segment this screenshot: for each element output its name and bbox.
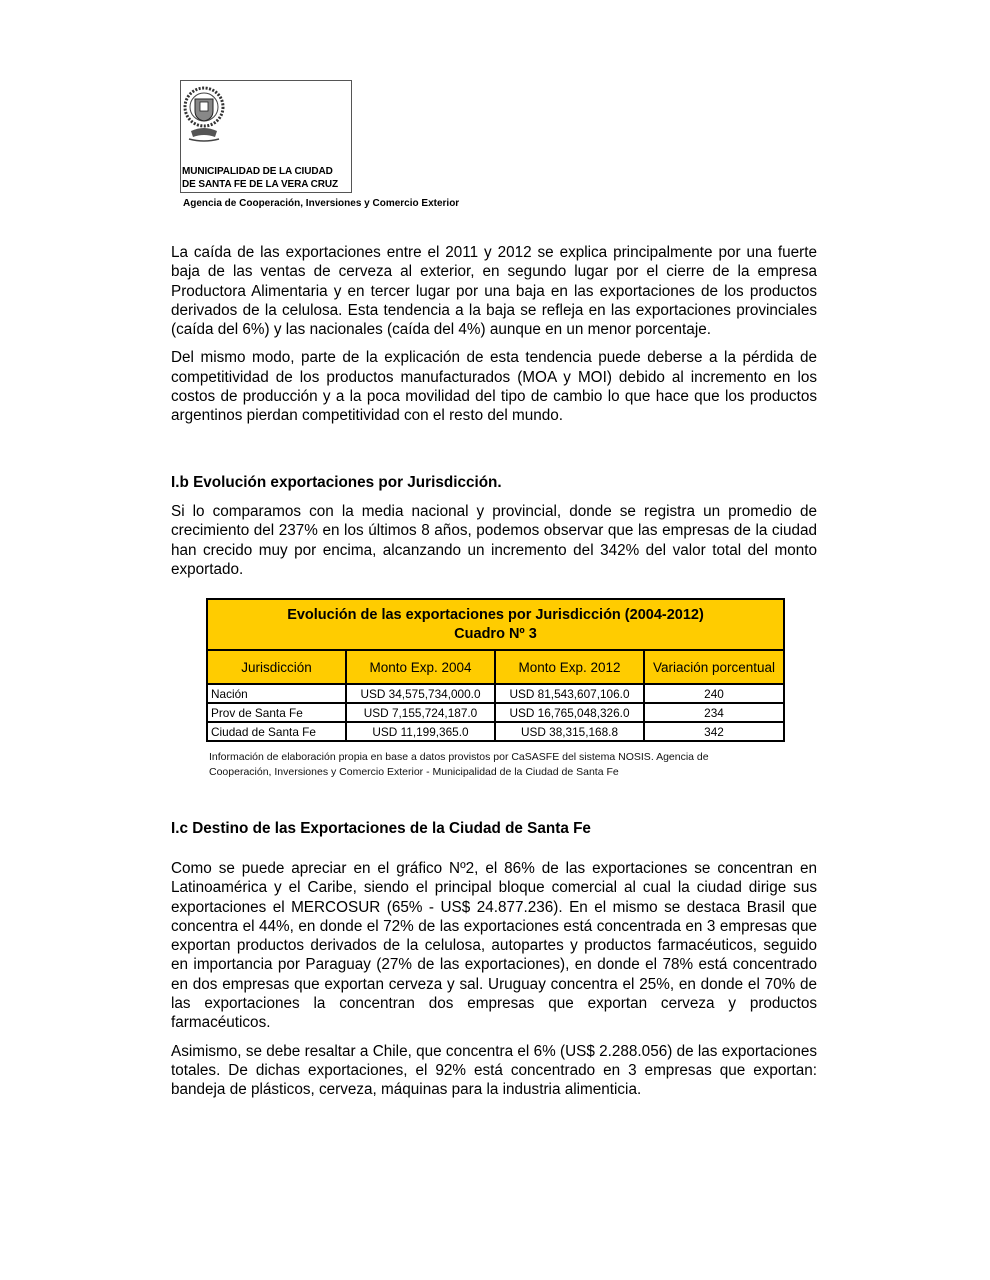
agency-name: Agencia de Cooperación, Inversiones y Comercio Exterior [183,198,460,209]
section-c-paragraph-2: Asimismo, se debe resaltar a Chile, que concentra el 6% (US$ 2.288.056) de las exportaciones totales. De dichas exportaciones, el 92% está concentrado en 3 empresas que exportan: bandeja de plásticos, cerveza, máquinas para la industria alimenticia. [171,1042,817,1099]
table-source-note: Información de elaboración propia en base a datos provistos por CaSASFE del sistema NOSIS. Agencia de Cooperación, Inversiones y Comercio Exterior - Municipalidad de la Ciudad de Santa Fe [209,751,709,778]
table-cell: USD 7,155,724,187.0 [346,703,495,722]
city-seal-icon [183,85,225,147]
table-cell: 342 [644,722,784,741]
table-cell: USD 11,199,365.0 [346,722,495,741]
table-cell: USD 16,765,048,326.0 [495,703,644,722]
table-cell: Prov de Santa Fe [207,703,346,722]
exports-by-jurisdiction-table [206,598,785,742]
municipality-logo [180,80,352,193]
paragraph-1: La caída de las exportaciones entre el 2011 y 2012 se explica principalmente por una fuerte baja de las ventas de cerveza al exterior, en segundo lugar por el cierre de la empresa Productora Alimentaria y en tercer lugar por una baja en las exportaciones de los productos derivados de la celulosa. Esta tendencia a la baja se refleja en las exportaciones provinciales (caída del 6%) y las nacionales (caída del 4%) aunque en un menor porcentaje. [171,244,817,339]
logo-text-line-2: DE SANTA FE DE LA VERA CRUZ [182,179,339,190]
section-c-paragraph-1: Como se puede apreciar en el gráfico Nº2, el 86% de las exportaciones se concentran en Latinoamérica y el Caribe, siendo el principal bloque comercial al cual la ciudad dirige sus exportaciones el MERCOSUR (65% - US$ 24.877.236). En el mismo se destaca Brasil que concentra el 44%, en donde el 72% de las exportaciones está concentrada en 3 empresas que exportan productos derivados de la celulosa, autopartes y productos farmacéuticos, seguido en importancia por Paraguay (27% de las exportaciones), en donde el 78% está concentrado en dos empresas que exportan cerveza y sal. Uruguay concentra el 25%, en donde el 70% de las exportaciones la concentran dos empresas que exportan cerveza y productos farmacéuticos. [171,860,817,1032]
section-b-heading: I.b Evolución exportaciones por Jurisdicción. [171,474,502,491]
table-caption [207,599,784,650]
table-cell: Nación [207,684,346,703]
table-title: Evolución de las exportaciones por Jurisdicción (2004-2012) [287,606,704,623]
table-row [207,722,784,741]
logo-text-line-1: MUNICIPALIDAD DE LA CIUDAD [182,166,333,177]
column-header: Variación porcentual [644,650,784,684]
table-row [207,703,784,722]
section-c-heading: I.c Destino de las Exportaciones de la Ciudad de Santa Fe [171,820,591,837]
column-header: Monto Exp. 2004 [346,650,495,684]
column-header: Jurisdicción [207,650,346,684]
table-cell: USD 34,575,734,000.0 [346,684,495,703]
intro-section [171,243,817,426]
table-cell: USD 81,543,607,106.0 [495,684,644,703]
table-header-row [207,650,784,684]
table-cell: Ciudad de Santa Fe [207,722,346,741]
table-cell: 240 [644,684,784,703]
table-cell: 234 [644,703,784,722]
table-subtitle: Cuadro Nº 3 [454,625,537,642]
section-b-paragraph: Si lo comparamos con la media nacional y provincial, donde se registra un promedio de crecimiento del 237% en los últimos 8 años, podemos observar que las empresas de la ciudad han crecido muy por encima, alcanzando un incremento del 342% del valor total del monto exportado. [171,503,817,578]
table-row [207,684,784,703]
paragraph-2: Del mismo modo, parte de la explicación de esta tendencia puede deberse a la pérdida de competitividad de los productos manufacturados (MOA y MOI) debido al incremento en los costos de producción y a la poca movilidad del tipo de cambio lo que hace que los productos argentinos pierdan competitividad con el resto del mundo. [171,349,817,425]
column-header: Monto Exp. 2012 [495,650,644,684]
table-cell: USD 38,315,168.8 [495,722,644,741]
